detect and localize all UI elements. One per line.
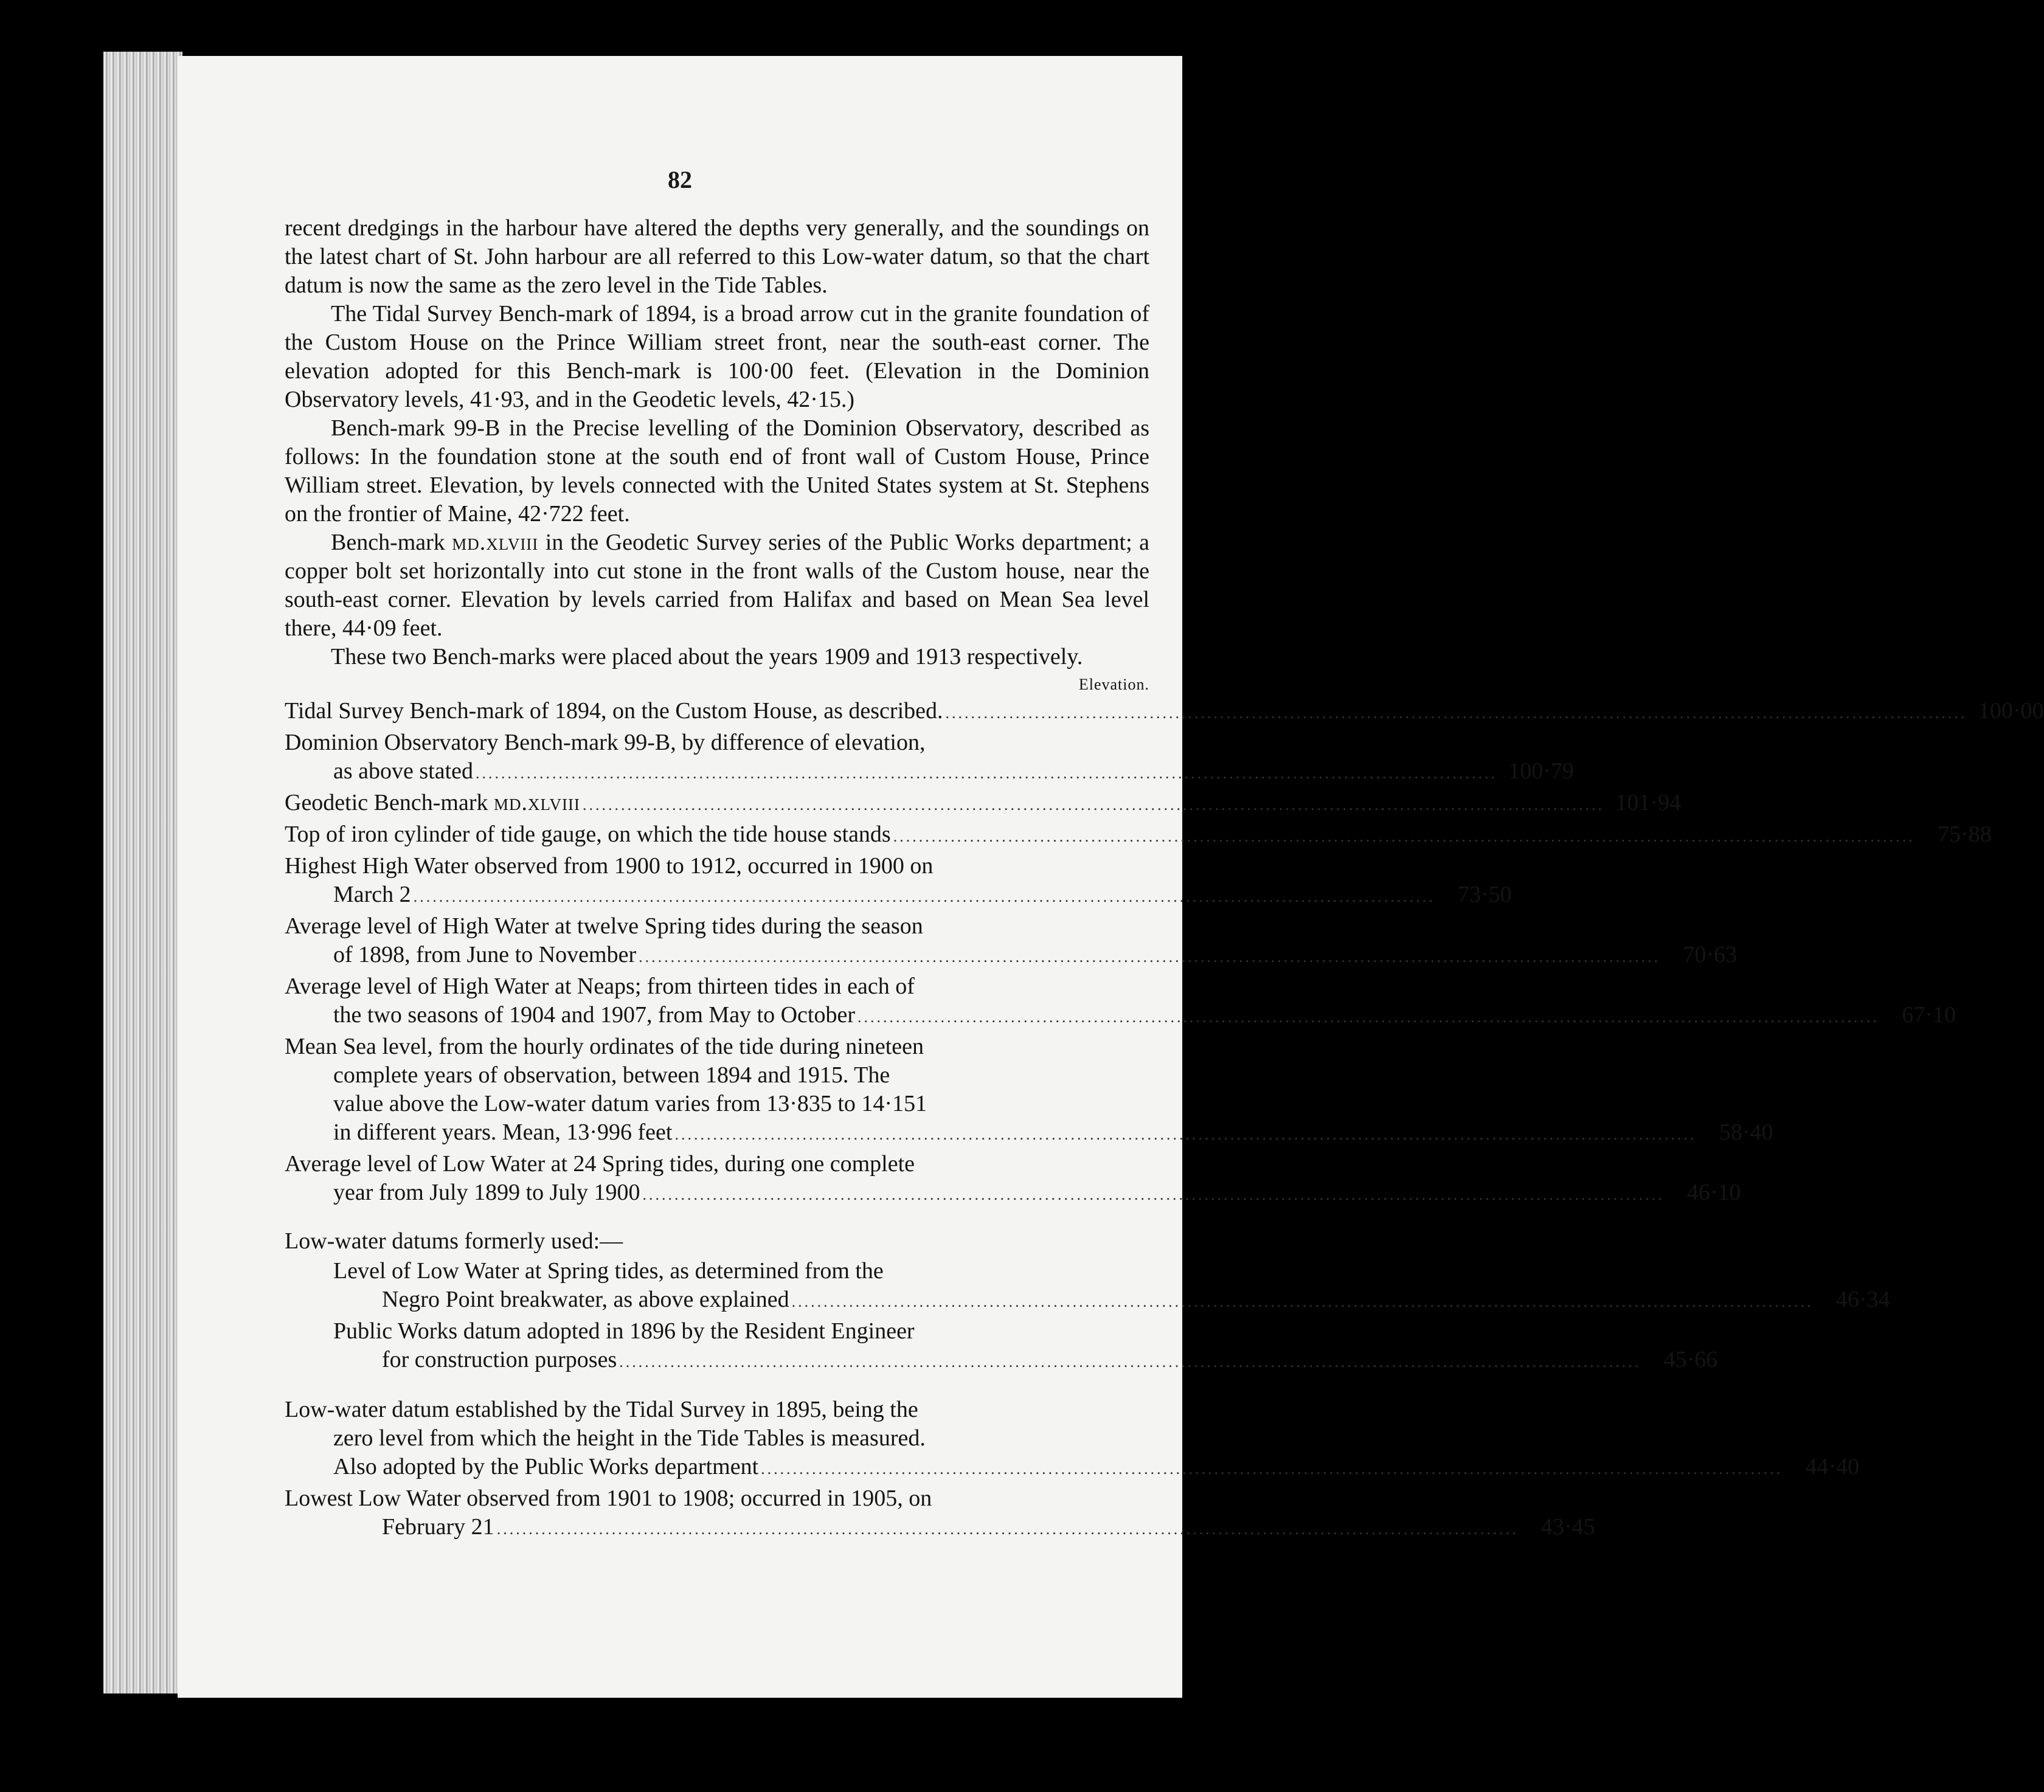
dot-leader: ................................................................................................................................................................ [413,888,1435,905]
entry-text-line: Also adopted by the Public Works department [333,1454,759,1479]
entry-text-line: Negro Point breakwater, as above explained [382,1287,789,1312]
entry-text-line: March 2 [333,882,411,907]
elevation-entry-6 [285,912,1737,971]
page-number: 82 [668,166,692,193]
entry-text-line: complete years of observation, between 1894 and 1915. The [333,1062,890,1088]
entry-value: 67·10 [1902,1002,1956,1028]
entry-text-line: Average level of High Water at Neaps; from thirteen tides in each of [285,974,915,999]
entry-text-line: Lowest Low Water observed from 1901 to 1908; occurred in 1905, on [285,1486,932,1511]
dot-leader: ................................................................................................................................................................ [582,796,1604,814]
entry-value: 100·79 [1508,758,1575,784]
elevation-column-header: Elevation. [1078,676,1149,693]
entry-text-line: Low-water datum established by the Tidal Survey in 1895, being the [285,1397,918,1422]
elevation-entry-3 [285,789,1681,819]
entry-value: 44·40 [1805,1454,1860,1479]
paragraph-4 [285,528,1149,643]
dot-leader: ................................................................................................................................................................ [639,948,1661,966]
paragraph-4-text: in the Geodetic Survey series of the Public Works department; a copper bolt set horizontally into cut stone in the front walls of the Custom house, near the south-east corner. Elevation by levels carried from Halifax and based on Mean Sea level there, 44·09 feet. [285,530,1150,641]
entry-text-line: in different years. Mean, 13·996 feet [333,1119,673,1145]
entry-value: 101·94 [1615,790,1681,815]
elevation-entry-4 [285,820,1992,851]
entry-text-line: for construction purposes [382,1347,617,1372]
entry-value: 58·40 [1719,1119,1773,1145]
document-page [178,56,2044,1698]
elevation-entry-9 [285,1150,1741,1209]
elevation-entry-11 [285,1317,1718,1376]
elevation-entry-8 [285,1033,1773,1149]
entry-text: Geodetic Bench-mark [285,790,488,815]
paragraph-1: recent dredgings in the harbour have altered the depths very generally, and the soundings on the latest chart of St. John harbour are all referred to this Low-water datum, so that the chart datum is now the same as the zero level in the Tide Tables. [285,215,1149,298]
entry-text-line: Public Works datum adopted in 1896 by the Resident Engineer [333,1318,915,1344]
entry-text-line: Mean Sea level, from the hourly ordinates of the tide during nineteen [285,1034,924,1059]
paragraph-5: These two Bench-marks were placed about the years 1909 and 1913 respectively. [331,644,1083,669]
entry-text: Top of iron cylinder of tide gauge, on which the tide house stands [285,822,891,847]
dot-leader: ................................................................................................................................................................ [945,704,1967,722]
dot-leader: ................................................................................................................................................................ [893,828,1915,845]
entry-text-line: Average level of Low Water at 24 Spring tides, during one complete [285,1151,915,1177]
page-content [285,214,2044,1543]
elevation-entry-7 [285,972,1956,1031]
entry-value: 75·88 [1938,822,1992,847]
paragraph-4-mark: md.xlviii [452,530,539,555]
paragraph-3: Bench-mark 99-B in the Precise levelling of the Dominion Observatory, described as follows: In the foundation stone at the south end of front wall of Custom House, Prince William street. Elevation, by levels connected with the United States system at St. Stephens on the frontier of Maine, 42·722 feet. [285,415,1149,527]
dot-leader: ................................................................................................................................................................ [761,1460,1783,1478]
entry-text-line: Dominion Observatory Bench-mark 99-B, by difference of elevation, [285,730,926,755]
dot-leader: ................................................................................................................................................................ [496,1520,1519,1538]
elevation-entry-5 [285,852,1512,911]
paragraph-4-lead: Bench-mark [331,530,445,555]
book-page-edges [103,52,182,1693]
entry-value: 70·63 [1683,942,1737,967]
dot-leader: ................................................................................................................................................................ [857,1008,1880,1026]
entry-text-line: February 21 [382,1514,494,1540]
dot-leader: ................................................................................................................................................................ [476,764,1498,782]
entry-text-line: the two seasons of 1904 and 1907, from May to October [333,1002,856,1028]
elevation-entry-2 [285,728,1575,787]
bench-mark-code: md.xlviii [493,790,580,815]
entry-value: 46·34 [1835,1287,1890,1312]
elevation-entry-12 [285,1396,1860,1483]
entry-value: 100·00 [1978,698,2044,724]
entry-value: 43·45 [1541,1514,1595,1540]
entry-text-line: as above stated [333,758,474,784]
entry-text-line: Highest High Water observed from 1900 to 1912, occurred in 1900 on [285,853,934,879]
entry-value: 46·10 [1686,1180,1741,1205]
entry-text-line: Average level of High Water at twelve Spring tides during the season [285,913,923,939]
elevation-entry-13 [285,1484,1595,1543]
entry-text-line: year from July 1899 to July 1900 [333,1180,640,1205]
dot-leader: ................................................................................................................................................................ [642,1186,1665,1203]
elevation-entry-1 [285,697,2044,727]
dot-leader: ................................................................................................................................................................ [791,1293,1814,1310]
formerly-used-heading: Low-water datums formerly used:— [285,1228,623,1254]
paragraph-2: The Tidal Survey Bench-mark of 1894, is a broad arrow cut in the granite foundation of the Custom House on the Prince William street front, near the south-east corner. The elevation adopted for this Bench-mark is 100·00 feet. (Elevation in the Dominion Observatory levels, 41·93, and in the Geodetic levels, 42·15.) [285,301,1149,412]
entry-text-line: zero level from which the height in the Tide Tables is measured. [333,1425,926,1451]
entry-text-line: value above the Low-water datum varies from 13·835 to 14·151 [333,1091,927,1116]
elevation-entry-10 [285,1257,1890,1316]
entry-text: Tidal Survey Bench-mark of 1894, on the Custom House, as described. [285,698,943,724]
entry-value: 45·66 [1663,1347,1718,1372]
dot-leader: ................................................................................................................................................................ [674,1126,1697,1143]
entry-value: 73·50 [1458,882,1512,907]
entry-text-line: of 1898, from June to November [333,942,637,967]
dot-leader: ................................................................................................................................................................ [619,1353,1641,1371]
entry-text-line: Level of Low Water at Spring tides, as determined from the [333,1258,884,1284]
